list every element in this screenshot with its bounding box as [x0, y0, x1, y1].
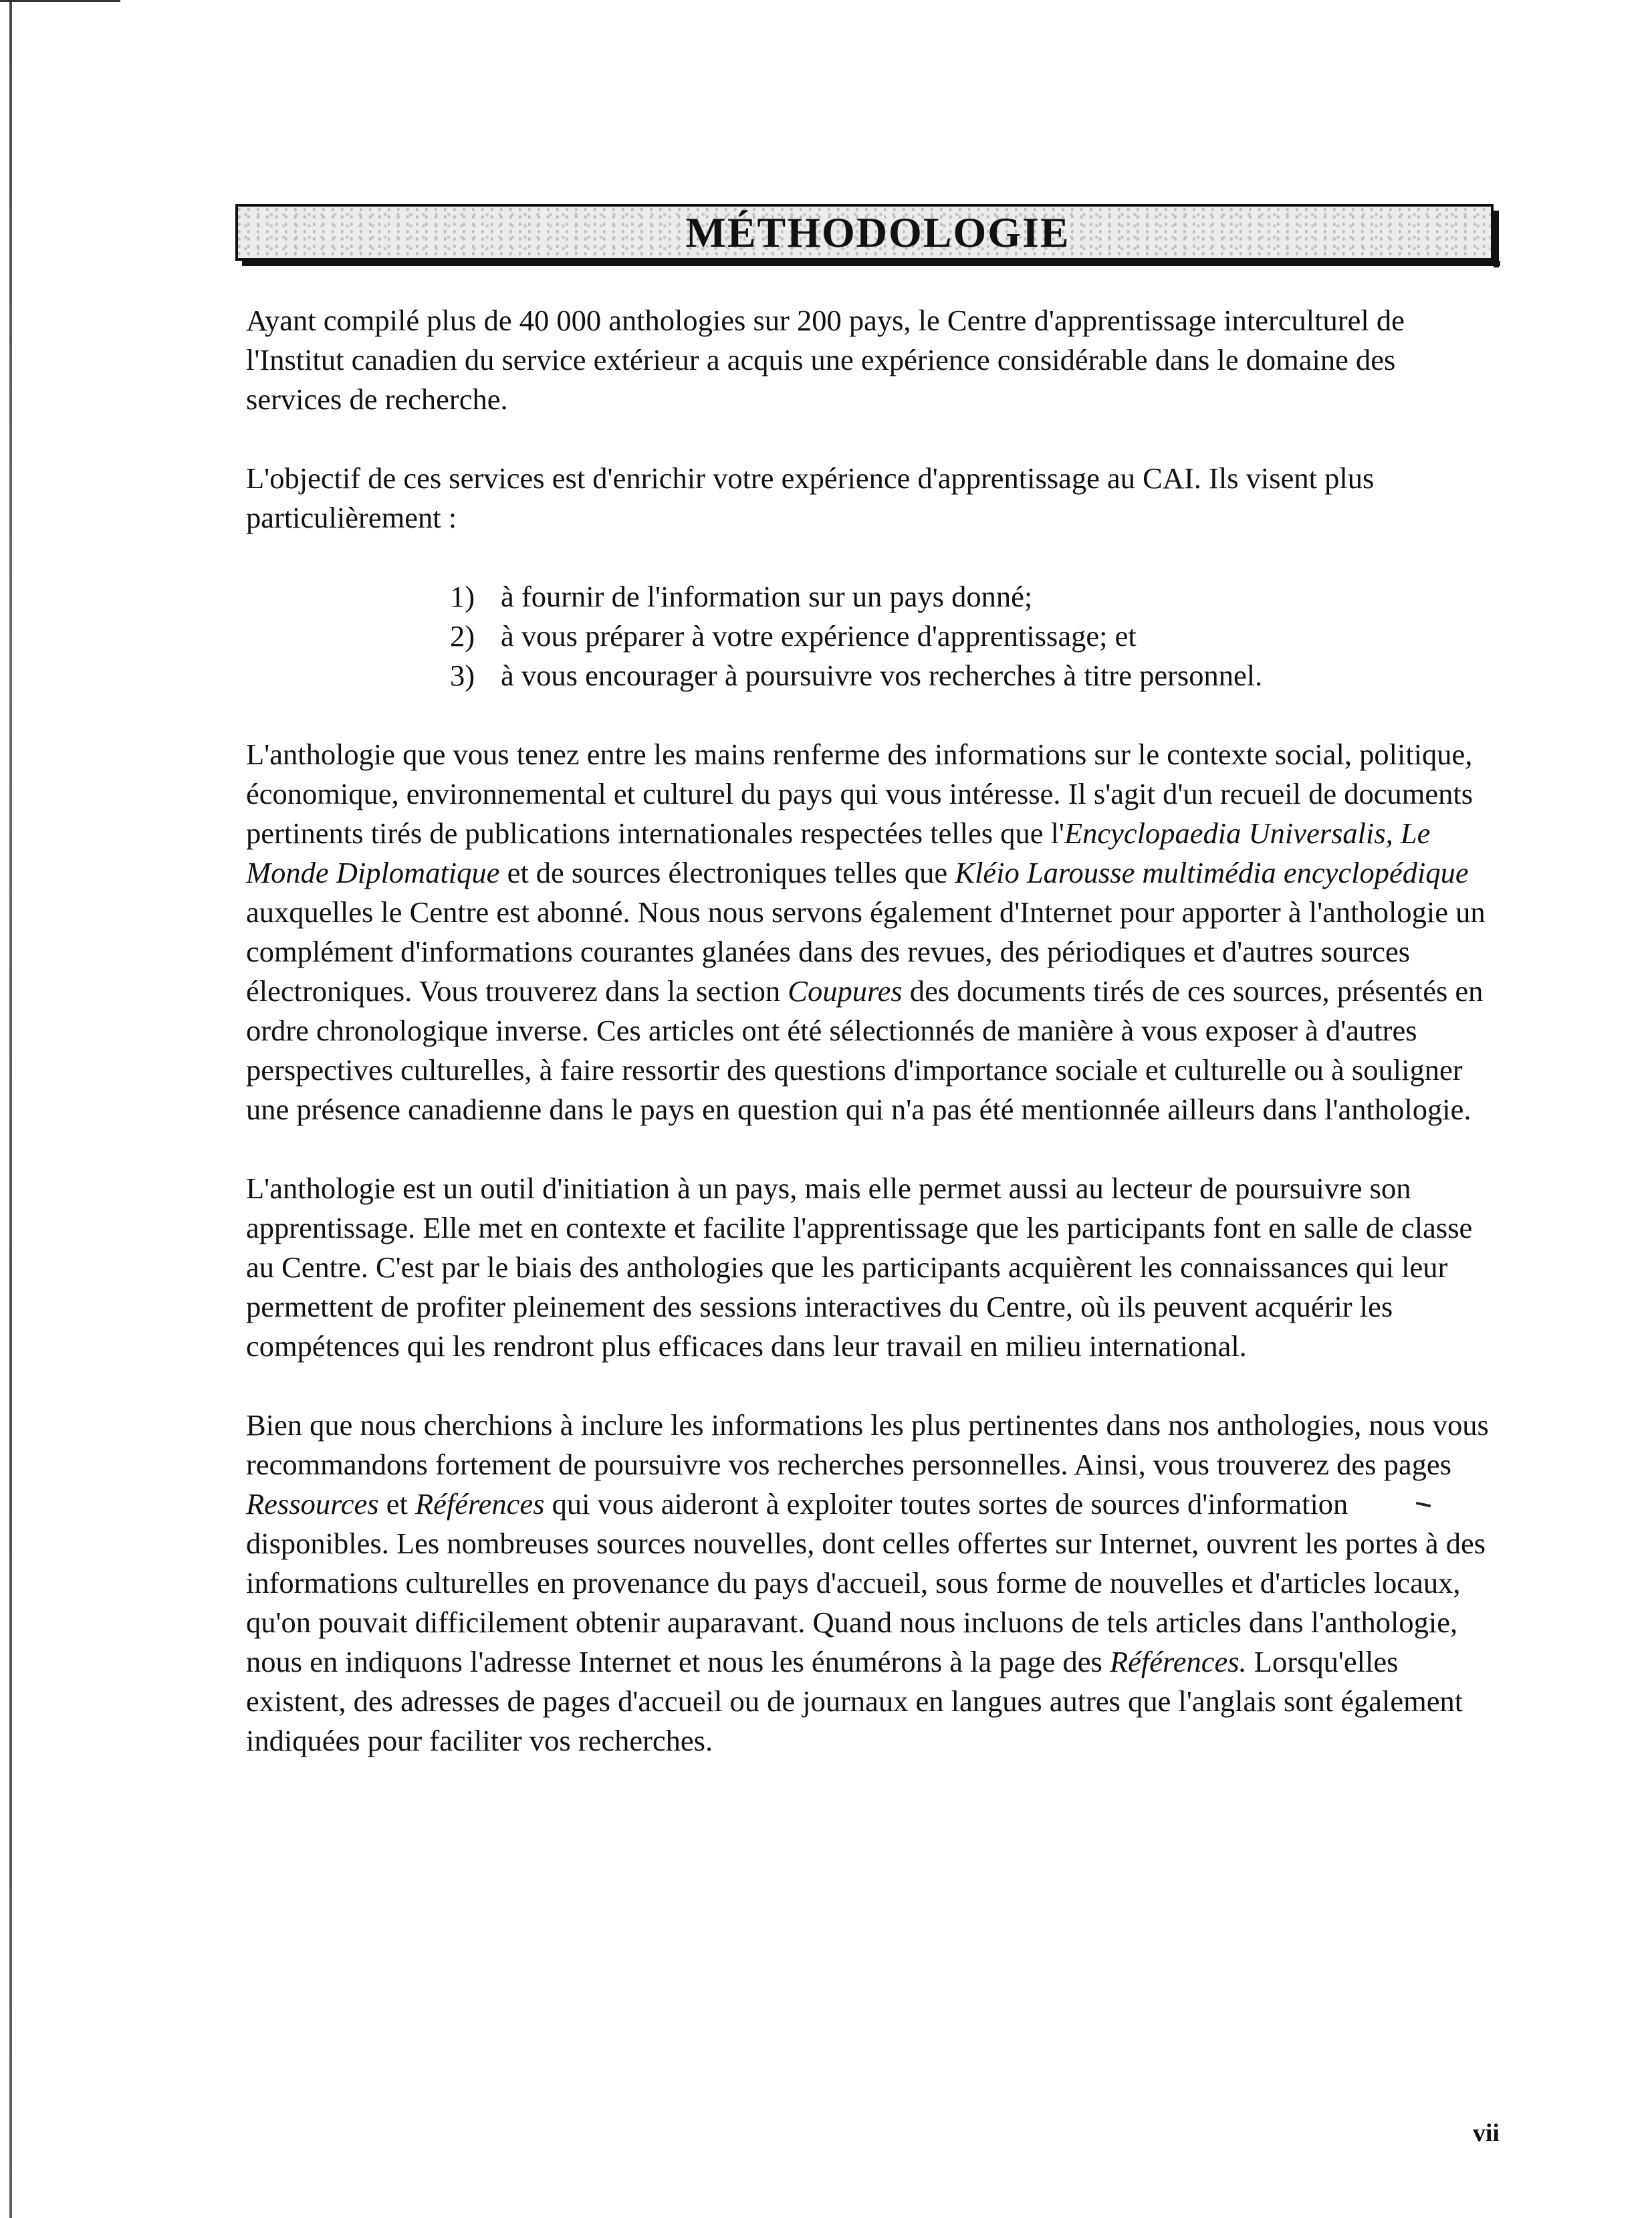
list-item-number: 2)	[450, 619, 475, 653]
list-item-text: à vous encourager à poursuivre vos recherches à titre personnel.	[501, 659, 1263, 692]
scan-edge-top	[0, 0, 120, 2]
list-item	[450, 617, 1496, 656]
section-name: Ressources	[246, 1487, 379, 1521]
text-run: L'anthologie que vous tenez entre les mains renferme des informations sur le contexte social, politique, économique, environnemental et culturel du pays qui vous intéresse. Il s'agit d'un recueil de documents pertinents tirés de publications internationales respectées telles que l'	[246, 738, 1473, 850]
list-item-number: 3)	[450, 659, 475, 692]
text-run: auxquelles le Centre est abonné. Nous nous servons également d'Internet pour apporter à l'anthologie un complément d'informations courantes glanées dans des revues, des périodiques et d'autres sources électroniques. Vous trouverez dans la section	[246, 895, 1486, 1008]
paragraph-anthology-purpose: L'anthologie est un outil d'initiation à un pays, mais elle permet aussi au lecteur de poursuivre son apprentissage. Elle met en contexte et facilite l'apprentissage que les participants font en salle de classe au Centre. C'est par le biais des anthologies que les participants acquièrent les connaissances qui leur permettent de profiter pleinement des sessions interactives du Centre, où ils peuvent acquérir les compétences qui les rendront plus efficaces dans leur travail en milieu international.	[246, 1172, 1473, 1363]
section-name: Références	[415, 1487, 545, 1521]
text-run: Lorsqu'elles existent, des adresses de pages d'accueil ou de journaux en langues autres que l'anglais sont également indiquées pour faciliter vos recherches.	[246, 1645, 1463, 1757]
text-run: et de sources électroniques telles que	[499, 856, 955, 889]
paragraph-anthology-content	[246, 735, 1496, 1129]
publication-title: Encyclopaedia Universalis, Le Monde Diplomatique	[246, 816, 1431, 889]
text-run: et	[378, 1487, 415, 1521]
list-item	[450, 577, 1496, 617]
section-name: Coupures	[788, 974, 903, 1008]
page-title: MÉTHODOLOGIE	[685, 208, 1070, 256]
list-item	[450, 656, 1496, 695]
list-item-number: 1)	[450, 580, 475, 613]
list-item-text: à fournir de l'information sur un pays donné;	[501, 580, 1033, 613]
paragraph-objectives-intro: L'objectif de ces services est d'enrichir votre expérience d'apprentissage au CAI. Ils visent plus particulièrement :	[246, 461, 1375, 534]
paragraph-research	[246, 1406, 1496, 1761]
text-run: qui vous aideront à exploiter toutes sortes de sources d'information disponibles. Les nombreuses sources nouvelles, dont celles offertes sur Internet, ouvrent les portes à des informations culturelles en provenance du pays d'accueil, sous forme de nouvelles et d'articles locaux, qu'on pouvait difficilement obtenir auparavant. Quand nous incluons de tels articles dans l'anthologie, nous en indiquons l'adresse Internet et nous les énumérons à la page des	[246, 1487, 1486, 1678]
document-body	[246, 301, 1496, 1800]
text-run: des documents tirés de ces sources, présentés en ordre chronologique inverse. Ces articles ont été sélectionnés de manière à vous exposer à d'autres perspectives culturelles, à faire ressortir des questions d'importance sociale et culturelle ou à souligner une présence canadienne dans le pays en question qui n'a pas été mentionnée ailleurs dans l'anthologie.	[246, 974, 1484, 1126]
objectives-list	[246, 577, 1496, 695]
title-box	[235, 204, 1494, 261]
scan-edge-left	[9, 0, 12, 2218]
publication-title: Kléio Larousse multimédia encyclopédique	[955, 856, 1469, 889]
list-item-text: à vous préparer à votre expérience d'apprentissage; et	[501, 619, 1137, 653]
section-name: Références.	[1110, 1645, 1247, 1678]
page-number: vii	[1472, 2119, 1500, 2147]
paragraph-intro: Ayant compilé plus de 40 000 anthologies sur 200 pays, le Centre d'apprentissage interculturel de l'Institut canadien du service extérieur a acquis une expérience considérable dans le domaine des services de recherche.	[246, 304, 1405, 416]
text-run: Bien que nous cherchions à inclure les informations les plus pertinentes dans nos anthologies, nous vous recommandons fortement de poursuivre vos recherches personnelles. Ainsi, vous trouverez des pages	[246, 1408, 1489, 1481]
